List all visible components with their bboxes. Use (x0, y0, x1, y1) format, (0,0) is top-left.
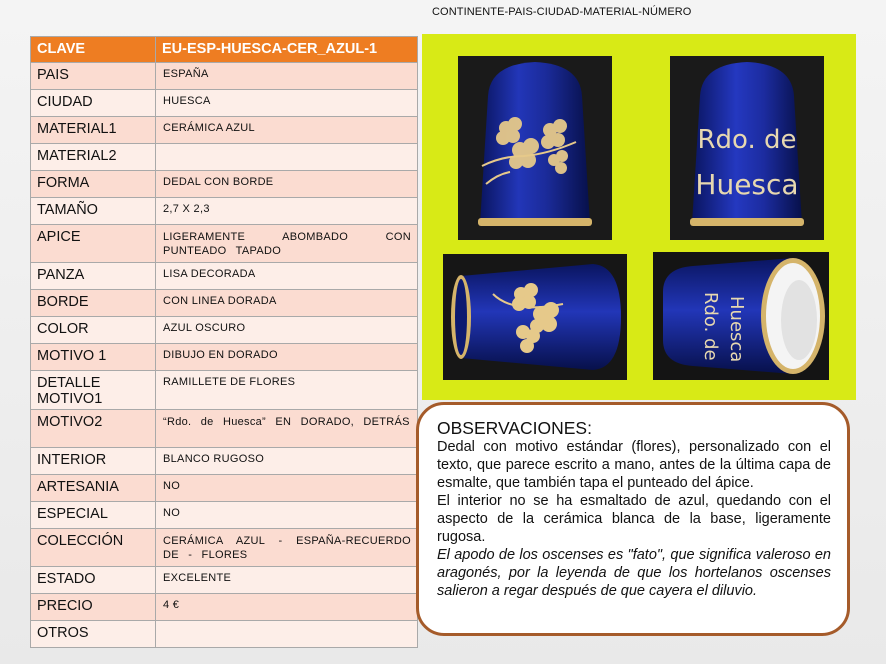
engraving-line1: Rdo. de (697, 125, 797, 155)
thimble-photo-flowers (458, 56, 612, 240)
spec-value: LIGERAMENTE ABOMBADO CON PUNTEADO TAPADO (156, 225, 418, 263)
spec-row (31, 225, 418, 263)
spec-row (31, 317, 418, 344)
spec-label: DETALLE MOTIVO1 (31, 371, 156, 410)
thimble-text-drawing (670, 56, 824, 240)
key-row (31, 37, 418, 63)
spec-label: MATERIAL1 (31, 117, 156, 144)
spec-label: BORDE (31, 290, 156, 317)
spec-value: 2,7 X 2,3 (156, 198, 418, 225)
spec-row (31, 475, 418, 502)
spec-row (31, 594, 418, 621)
spec-row (31, 198, 418, 225)
spec-label: ESTADO (31, 567, 156, 594)
spec-row (31, 90, 418, 117)
spec-value: DIBUJO EN DORADO (156, 344, 418, 371)
spec-row (31, 621, 418, 648)
key-value: EU-ESP-HUESCA-CER_AZUL-1 (156, 37, 418, 63)
observations-paragraph-1: Dedal con motivo estándar (flores), personalizado con el texto, que parece escrito a mano, antes de la última capa de esmalte, que también tapa el punteado del ápice. (437, 439, 831, 491)
spec-label: INTERIOR (31, 448, 156, 475)
spec-value: “Rdo. de Huesca” EN DORADO, DETRÁS (156, 410, 418, 448)
engraving-side2: Huesca (726, 296, 747, 363)
key-label: CLAVE (31, 37, 156, 63)
thimble-photo-flowers-side (443, 254, 627, 380)
spec-label: OTROS (31, 621, 156, 648)
thimble-photo-text (670, 56, 824, 240)
spec-value: HUESCA (156, 90, 418, 117)
spec-value: CON LINEA DORADA (156, 290, 418, 317)
spec-value (156, 621, 418, 648)
spec-label: PAIS (31, 63, 156, 90)
spec-label: PRECIO (31, 594, 156, 621)
spec-row (31, 529, 418, 567)
spec-value (156, 144, 418, 171)
spec-value: CERÁMICA AZUL - ESPAÑA-RECUERDO DE - FLORES (156, 529, 418, 567)
observations-box (416, 402, 850, 636)
thimble-flowers-drawing (458, 56, 612, 240)
spec-label: ESPECIAL (31, 502, 156, 529)
spec-label: PANZA (31, 263, 156, 290)
thimble-photo-panel (422, 34, 856, 400)
spec-value: NO (156, 475, 418, 502)
thimble-opening-drawing (653, 252, 829, 380)
spec-label: COLECCIÓN (31, 529, 156, 567)
spec-label: MOTIVO 1 (31, 344, 156, 371)
spec-value: 4 € (156, 594, 418, 621)
observations-title: OBSERVACIONES: (437, 418, 592, 438)
spec-value: EXCELENTE (156, 567, 418, 594)
engraving-side1: Rdo. de (700, 292, 721, 361)
observations-paragraph-3: El apodo de los oscenses es "fato", que significa valeroso en aragonés, por la leyenda de que los hortelanos oscenses salieron a regar después de que cayera el diluvio. (437, 547, 831, 599)
spec-value: NO (156, 502, 418, 529)
spec-row (31, 502, 418, 529)
spec-label: MATERIAL2 (31, 144, 156, 171)
spec-row (31, 290, 418, 317)
spec-row (31, 371, 418, 410)
spec-label: FORMA (31, 171, 156, 198)
spec-label: APICE (31, 225, 156, 263)
spec-value: CERÁMICA AZUL (156, 117, 418, 144)
thimble-flowers-side-drawing (443, 254, 627, 380)
spec-value: AZUL OSCURO (156, 317, 418, 344)
spec-value: BLANCO RUGOSO (156, 448, 418, 475)
spec-label: TAMAÑO (31, 198, 156, 225)
spec-table-body (31, 37, 418, 648)
page-header: CONTINENTE-PAIS-CIUDAD-MATERIAL-NÚMERO (432, 6, 692, 18)
spec-label: COLOR (31, 317, 156, 344)
spec-value: ESPAÑA (156, 63, 418, 90)
spec-label: CIUDAD (31, 90, 156, 117)
spec-value: RAMILLETE DE FLORES (156, 371, 418, 410)
spec-row (31, 117, 418, 144)
spec-label: MOTIVO2 (31, 410, 156, 448)
spec-row (31, 63, 418, 90)
spec-row (31, 171, 418, 198)
spec-row (31, 448, 418, 475)
spec-row (31, 144, 418, 171)
spec-row (31, 567, 418, 594)
spec-label: ARTESANIA (31, 475, 156, 502)
spec-value: DEDAL CON BORDE (156, 171, 418, 198)
spec-value: LISA DECORADA (156, 263, 418, 290)
spec-row (31, 263, 418, 290)
thimble-photo-opening (653, 252, 829, 380)
thimble-spec-table (30, 36, 418, 648)
observations-paragraph-2: El interior no se ha esmaltado de azul, quedando con el aspecto de la cerámica blanca de la base, ligeramente rugosa. (437, 493, 831, 545)
engraving-line2: Huesca (695, 168, 799, 201)
spec-row (31, 410, 418, 448)
spec-row (31, 344, 418, 371)
